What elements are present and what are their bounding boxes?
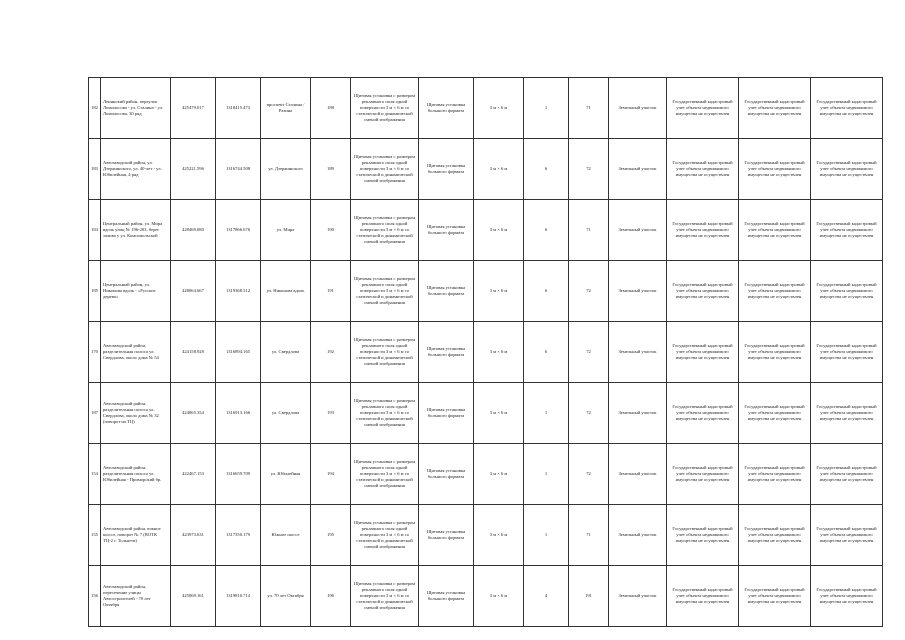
land-cell: Земельный участок [609, 261, 667, 322]
land-cell: Земельный участок [609, 322, 667, 383]
table-row [89, 261, 883, 322]
street-cell: ул. Свердлова [261, 383, 311, 444]
address-cell: Центральный район, ул. Мира вдоль улиц № 196-203, берег залива у ул. Комсомольской [101, 200, 171, 261]
ownership-cell-2: Государственный кадастровый учет объекта недвижимого имущества не осуществлен [739, 78, 811, 139]
type-cell: Щитовая установка большого формата [419, 200, 474, 261]
ownership-cell-1: Государственный кадастровый учет объекта недвижимого имущества не осуществлен [667, 200, 739, 261]
ownership-cell-3: Государственный кадастровый учет объекта недвижимого имущества не осуществлен [811, 444, 883, 505]
description-cell: Щитовая установка с размером рекламного поля одной поверхности 3 м × 6 м со статической и динамической сменой изображения [351, 139, 419, 200]
code-cell: 194 [311, 444, 351, 505]
type-cell: Щитовая установка большого формата [419, 78, 474, 139]
ownership-cell-1: Государственный кадастровый учет объекта недвижимого имущества не осуществлен [667, 139, 739, 200]
area-cell: 72 [569, 139, 609, 200]
street-cell: ул. Мира [261, 200, 311, 261]
ownership-cell-2: Государственный кадастровый учет объекта недвижимого имущества не осуществлен [739, 200, 811, 261]
address-cell: Ленинский район, переулок Ломоносова - ул. Сталина - ул. Ломоносова, 30 ряд [101, 78, 171, 139]
sides-cell: 6 [524, 200, 569, 261]
ownership-cell-2: Государственный кадастровый учет объекта недвижимого имущества не осуществлен [739, 383, 811, 444]
description-cell: Щитовая установка с размером рекламного поля одной поверхности 3 м × 6 м со статической и динамической сменой изображения [351, 566, 419, 627]
ownership-cell-3: Государственный кадастровый учет объекта недвижимого имущества не осуществлен [811, 139, 883, 200]
code-cell: 193 [311, 383, 351, 444]
table-row [89, 322, 883, 383]
description-cell: Щитовая установка с размером рекламного поля одной поверхности 3 м × 6 м со статической и динамической сменой изображения [351, 505, 419, 566]
land-cell: Земельный участок [609, 383, 667, 444]
area-cell: 72 [569, 322, 609, 383]
street-cell: ул. Юбилейная [261, 444, 311, 505]
description-cell: Щитовая установка с размером рекламного поля одной поверхности 3 м × 6 м со статической и динамической сменой изображения [351, 444, 419, 505]
coord-x-cell: 425479.017 [171, 78, 216, 139]
size-cell: 3 м × 6 м [474, 505, 524, 566]
size-cell: 3 м × 6 м [474, 200, 524, 261]
coord-x-cell: 422467.153 [171, 444, 216, 505]
ownership-cell-1: Государственный кадастровый учет объекта недвижимого имущества не осуществлен [667, 566, 739, 627]
coord-y-cell: 1319810.714 [216, 566, 261, 627]
coord-x-cell: 428064.667 [171, 261, 216, 322]
table-row [89, 78, 883, 139]
address-cell: Автозаводский район, пересечение улицы Автостроителей - 70 лет Октября [101, 566, 171, 627]
code-cell: 188 [311, 78, 351, 139]
sides-cell: 1 [524, 78, 569, 139]
row-number: 185 [89, 261, 101, 322]
table-row [89, 383, 883, 444]
land-cell: Земельный участок [609, 78, 667, 139]
ownership-cell-1: Государственный кадастровый учет объекта недвижимого имущества не осуществлен [667, 383, 739, 444]
code-cell: 191 [311, 261, 351, 322]
area-cell: 72 [569, 261, 609, 322]
row-number: 187 [89, 383, 101, 444]
sides-cell: 6 [524, 139, 569, 200]
area-cell: 191 [569, 566, 609, 627]
coord-x-cell: 425069.161 [171, 566, 216, 627]
sides-cell: 6 [524, 261, 569, 322]
row-number: 182 [89, 78, 101, 139]
area-cell: 71 [569, 200, 609, 261]
ownership-cell-3: Государственный кадастровый учет объекта недвижимого имущества не осуществлен [811, 78, 883, 139]
type-cell: Щитовая установка большого формата [419, 383, 474, 444]
size-cell: 3 м × 6 м [474, 566, 524, 627]
size-cell: 3 м × 6 м [474, 444, 524, 505]
address-cell: Центральный район, ул. Никонова вдоль - «Русское дерево» [101, 261, 171, 322]
code-cell: 192 [311, 322, 351, 383]
type-cell: Щитовая установка большого формата [419, 139, 474, 200]
ownership-cell-2: Государственный кадастровый учет объекта недвижимого имущества не осуществлен [739, 505, 811, 566]
street-cell: ул. 70 лет Октября [261, 566, 311, 627]
row-number: 155 [89, 505, 101, 566]
street-cell: проспект Сталина / Разина [261, 78, 311, 139]
ownership-cell-3: Государственный кадастровый учет объекта недвижимого имущества не осуществлен [811, 505, 883, 566]
type-cell: Щитовая установка большого формата [419, 261, 474, 322]
table-row [89, 200, 883, 261]
description-cell: Щитовая установка с размером рекламного поля одной поверхности 3 м × 6 м со статической и динамической сменой изображения [351, 322, 419, 383]
ownership-cell-2: Государственный кадастровый учет объекта недвижимого имущества не осуществлен [739, 139, 811, 200]
land-cell: Земельный участок [609, 505, 667, 566]
land-cell: Земельный участок [609, 444, 667, 505]
address-cell: Автозаводский район, разделительная полоса ул. Юбилейная - Приморский бр. [101, 444, 171, 505]
street-cell: ул. Никонова вдоль [261, 261, 311, 322]
coord-y-cell: 1318415.473 [216, 78, 261, 139]
ownership-cell-3: Государственный кадастровый учет объекта недвижимого имущества не осуществлен [811, 566, 883, 627]
ownership-cell-1: Государственный кадастровый учет объекта недвижимого имущества не осуществлен [667, 444, 739, 505]
sides-cell: 6 [524, 322, 569, 383]
row-number: 170 [89, 322, 101, 383]
area-cell: 71 [569, 78, 609, 139]
ownership-cell-2: Государственный кадастровый учет объекта недвижимого имущества не осуществлен [739, 261, 811, 322]
area-cell: 72 [569, 383, 609, 444]
ownership-cell-3: Государственный кадастровый учет объекта недвижимого имущества не осуществлен [811, 322, 883, 383]
type-cell: Щитовая установка большого формата [419, 444, 474, 505]
area-cell: 72 [569, 444, 609, 505]
ownership-cell-1: Государственный кадастровый учет объекта недвижимого имущества не осуществлен [667, 78, 739, 139]
size-cell: 3 м × 6 м [474, 78, 524, 139]
table-row [89, 566, 883, 627]
street-cell: Южное шоссе [261, 505, 311, 566]
code-cell: 189 [311, 139, 351, 200]
street-cell: ул. Свердлова [261, 322, 311, 383]
type-cell: Щитовая установка большого формата [419, 322, 474, 383]
size-cell: 3 м × 6 м [474, 383, 524, 444]
coord-y-cell: 1316744.508 [216, 139, 261, 200]
ownership-cell-3: Государственный кадастровый учет объекта недвижимого имущества не осуществлен [811, 261, 883, 322]
table-row [89, 444, 883, 505]
area-cell: 71 [569, 505, 609, 566]
coord-x-cell: 424158.928 [171, 322, 216, 383]
coord-y-cell: 1316659.709 [216, 444, 261, 505]
table-row [89, 505, 883, 566]
land-cell: Земельный участок [609, 139, 667, 200]
ownership-cell-1: Государственный кадастровый учет объекта недвижимого имущества не осуществлен [667, 322, 739, 383]
coord-y-cell: 1316894.165 [216, 322, 261, 383]
ownership-cell-1: Государственный кадастровый учет объекта недвижимого имущества не осуществлен [667, 505, 739, 566]
description-cell: Щитовая установка с размером рекламного поля одной поверхности 3 м × 6 м со статической и динамической сменой изображения [351, 200, 419, 261]
ownership-cell-3: Государственный кадастровый учет объекта недвижимого имущества не осуществлен [811, 200, 883, 261]
size-cell: 3 м × 6 м [474, 261, 524, 322]
ownership-cell-2: Государственный кадастровый учет объекта недвижимого имущества не осуществлен [739, 566, 811, 627]
land-cell: Земельный участок [609, 566, 667, 627]
sides-cell: 1 [524, 444, 569, 505]
address-cell: Автозаводский район, ул. Дзержинского, ул. 40-лет - ул. Юбилейная, 4 ряд [101, 139, 171, 200]
code-cell: 195 [311, 505, 351, 566]
coord-x-cell: 424065.354 [171, 383, 216, 444]
sides-cell: 1 [524, 383, 569, 444]
ownership-cell-2: Государственный кадастровый учет объекта недвижимого имущества не осуществлен [739, 444, 811, 505]
ownership-cell-1: Государственный кадастровый учет объекта недвижимого имущества не осуществлен [667, 261, 739, 322]
ownership-cell-3: Государственный кадастровый учет объекта недвижимого имущества не осуществлен [811, 383, 883, 444]
coord-x-cell: 428469.080 [171, 200, 216, 261]
description-cell: Щитовая установка с размером рекламного поля одной поверхности 3 м × 6 м со статической и динамической сменой изображения [351, 261, 419, 322]
row-number: 184 [89, 200, 101, 261]
type-cell: Щитовая установка большого формата [419, 505, 474, 566]
table-row [89, 139, 883, 200]
coord-x-cell: 425221.596 [171, 139, 216, 200]
row-number: 183 [89, 139, 101, 200]
code-cell: 190 [311, 200, 351, 261]
address-cell: Автозаводский район, разделительная полоса ул. Свердлова, около дома № 54 [101, 322, 171, 383]
code-cell: 196 [311, 566, 351, 627]
coord-y-cell: 1317866.676 [216, 200, 261, 261]
size-cell: 3 м × 6 м [474, 139, 524, 200]
coord-y-cell: 1317350.179 [216, 505, 261, 566]
street-cell: ул. Дзержинского [261, 139, 311, 200]
address-cell: Автозаводский район, южное шоссе, поворот № 7 (ВОТК ТЦ-2 г. Тольятти) [101, 505, 171, 566]
size-cell: 3 м × 6 м [474, 322, 524, 383]
ownership-cell-2: Государственный кадастровый учет объекта недвижимого имущества не осуществлен [739, 322, 811, 383]
description-cell: Щитовая установка с размером рекламного поля одной поверхности 3 м × 6 м со статической и динамической сменой изображения [351, 78, 419, 139]
type-cell: Щитовая установка большого формата [419, 566, 474, 627]
row-number: 154 [89, 444, 101, 505]
coord-y-cell: 1319368.512 [216, 261, 261, 322]
row-number: 156 [89, 566, 101, 627]
coord-x-cell: 423973.631 [171, 505, 216, 566]
sides-cell: 4 [524, 566, 569, 627]
land-cell: Земельный участок [609, 200, 667, 261]
address-cell: Автозаводский район, разделительная полоса ул. Свердлова, около дома № 32 (поворот на ТЦ) [101, 383, 171, 444]
placement-table [88, 77, 883, 627]
sides-cell: 1 [524, 505, 569, 566]
coord-y-cell: 1316913.166 [216, 383, 261, 444]
description-cell: Щитовая установка с размером рекламного поля одной поверхности 3 м × 6 м со статической и динамической сменой изображения [351, 383, 419, 444]
